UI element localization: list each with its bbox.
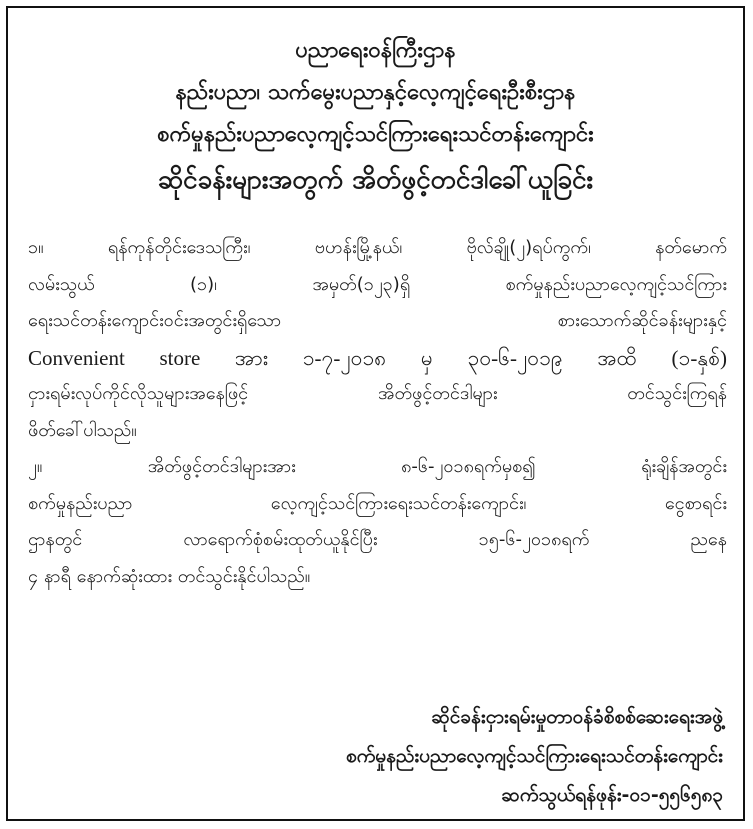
notice-frame xyxy=(6,6,745,821)
paragraph-2-line: ၄ နာရီ နောက်ဆုံးထား တင်သွင်းနိုင်ပါသည်။ xyxy=(28,565,311,587)
paragraph-2-line: စက်မှုနည်းပညာ လေ့ကျင့်သင်ကြားရေးသင်တန်းကျောင်း၊ ငွေစာရင်း xyxy=(28,492,727,514)
paragraph-2-line: ၂။ အိတ်ဖွင့်တင်ဒါများအား ၈-၆-၂၀၁၈ရက်မှစ၍ ရုံးချိန်အတွင်း xyxy=(28,456,727,477)
paragraph-2-line: ဌာနတွင် လာရောက်စုံစမ်းထုတ်ယူနိုင်ပြီး ၁၅-၆-၂၀၁၈ရက် ညနေ xyxy=(28,529,727,550)
notice-footer xyxy=(346,698,723,815)
school-signature: စက်မှုနည်းပညာလေ့ကျင့်သင်ကြားရေးသင်တန်းကျောင်း xyxy=(346,745,723,767)
paragraph-1-line: ရေးသင်တန်းကျောင်းဝင်းအတွင်းရှိသော စားသောက်ဆိုင်ခန်းများနှင့် xyxy=(28,310,727,331)
paragraph-1-line: လမ်းသွယ် (၁)၊ အမှတ်(၁၂၃)ရှိ စက်မှုနည်းပညာလေ့ကျင့်သင်ကြား xyxy=(28,273,727,295)
paragraph-2 xyxy=(28,449,727,595)
school-title: စက်မှုနည်းပညာလေ့ကျင့်သင်ကြားရေးသင်တန်းကျောင်း xyxy=(157,122,594,147)
paragraph-1-line: ဖိတ်ခေါ်ပါသည်။ xyxy=(28,419,137,441)
committee-signature: ဆိုင်ခန်းငှားရမ်းမှုတာဝန်ခံစိစစ်ဆေးရေးအဖွဲ့ xyxy=(431,706,723,728)
paragraph-1-line: ငှားရမ်းလုပ်ကိုင်လိုသူများအနေဖြင့် အိတ်ဖွင့်တင်ဒါများ တင်သွင်းကြရန် xyxy=(28,383,727,404)
department-title: နည်းပညာ၊ သက်မွေးပညာနှင့်လေ့ကျင့်ရေးဦးစီးဌာန xyxy=(175,80,576,105)
ministry-title: ပညာရေးဝန်ကြီးဌာန xyxy=(295,38,456,63)
paragraph-1-line: Convenient store အား ၁-၇-၂၀၁၈ မှ ၃၀-၆-၂၀၁၉ အထိ (၁-နှစ်) xyxy=(28,345,727,370)
paragraph-1-line: ၁။ ရန်ကုန်တိုင်းဒေသကြီး၊ ဗဟန်းမြို့နယ်၊ ဗိုလ်ချို(၂)ရပ်ကွက်၊ နတ်မောက် xyxy=(28,237,727,258)
notice-body xyxy=(28,230,727,595)
paragraph-1 xyxy=(28,230,727,449)
tender-heading: ဆိုင်ခန်းများအတွက် အိတ်ဖွင့်တင်ဒါခေါ်ယူခြင်း xyxy=(157,165,594,195)
notice-header xyxy=(8,30,743,204)
contact-phone: ဆက်သွယ်ရန်ဖုန်း-၀၁-၅၅၆၅၈၃ xyxy=(501,784,723,806)
